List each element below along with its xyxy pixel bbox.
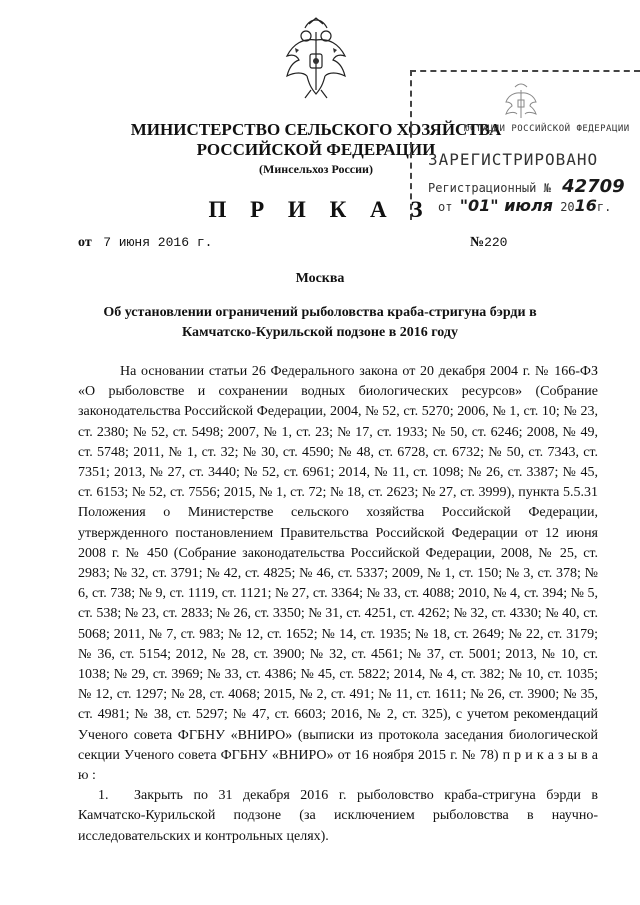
preamble-paragraph: На основании статьи 26 Федерального закона от 20 декабря 2004 г. № 166-ФЗ «О рыболовстве и сохранении водных биологических ресурсов» (Собрание законодательства Российской Федерации, 2004, № 52, ст. 5270; 2006, № 1, ст. 10; № 23, ст. 2380; № 52, ст. 5498; 2007, № 1, ст. 23; № 17, ст. 1933; № 50, ст. 6246; 2008, № 49, ст. 5748; 2011, № 1, ст. 32; № 30, ст. 4590; № 48, ст. 6728, ст. 6732; № 50, ст. 7343, ст. 7351; 2013, № 27, ст. 3440; № 52, ст. 6961; 2014, № 11, ст. 1098; № 26, ст. 3387; № 45, ст. 6153; № 52, ст. 7556; 2015, № 1, ст. 72; № 18, ст. 2623; № 27, ст. 3999), пункта 5.5.31 Положения о Министерстве сельского хозяйства Российской Федерации, утвержденного постановлением Правительства Российской Федерации от 12 июня 2008 г. № 450 (Собрание законодательства Российской Федерации, 2008, № 25, ст. 2983; № 32, ст. 3791; № 42, ст. 4825; № 46, ст. 5337; 2009, № 1, ст. 150; № 3, ст. 378; № 6, ст. 738; № 9, ст. 1119, ст. 1121; № 27, ст. 3364; № 33, ст. 4088; 2010, № 4, ст. 394; № 5, ст. 538; № 23, ст. 2833; № 26, ст. 3350; № 31, ст. 4251, ст. 4262; № 32, ст. 4330; № 40, ст. 5068; 2011, № 7, ст. 983; № 12, ст. 1652; № 14, ст. 1935; № 18, ст. 2649; № 22, ст. 3179; № 36, ст. 5154; 2012, № 28, ст. 3900; № 32, ст. 4561; № 37, ст. 5001; 2013, № 10, ст. 1038; № 29, ст. 3969; № 33, ст. 4386; № 45, ст. 5822; 2014, № 4, ст. 382; № 10, ст. 1035; № 12, ст. 1297; № 28, ст. 4068; 2015, № 2, ст. 491; № 11, ст. 1611; № 26, ст. 3900; № 35, ст. 4981; № 38, ст. 5297; № 47, ст. 6603; 2016, № 2, ст. 325), с учетом рекомендаций Ученого совета ФГБНУ «ВНИРО» (выписки из протокола заседания биологической секции Ученого совета ФГБНУ «ВНИРО» от 16 ноября 2015 г. № 78) п р и к а з ы в а ю : xyxy=(78,364,598,784)
stamp-registration-number xyxy=(428,176,625,197)
order-title xyxy=(100,303,540,343)
registration-stamp xyxy=(410,70,640,220)
ministry-short-name: (Минсельхоз России) xyxy=(259,162,373,176)
order-date xyxy=(78,235,212,251)
stamp-year-suffix: г. xyxy=(596,200,612,214)
stamp-registered-label: ЗАРЕГИСТРИРОВАНО xyxy=(428,150,599,169)
stamp-emblem-icon xyxy=(504,80,538,122)
order-body xyxy=(78,362,598,847)
stamp-ministry-line: ЮСТИЦИИ РОССИЙСКОЙ ФЕДЕРАЦИИ xyxy=(464,124,630,134)
order-number xyxy=(470,235,507,251)
stamp-year-prefix: 20 xyxy=(560,200,575,214)
stamp-reg-no-value: 42709 xyxy=(562,176,625,197)
order-number-value: 220 xyxy=(484,235,508,250)
order-title-line1: Об установлении ограничений рыболовства краба-стригуна бэрди в xyxy=(103,305,537,320)
city-name: Москва xyxy=(295,271,345,286)
stamp-registration-date xyxy=(438,196,611,215)
stamp-date-prefix: от xyxy=(438,200,453,214)
stamp-date-value: "01" июля xyxy=(459,196,553,215)
stamp-year-value: 16 xyxy=(574,196,597,215)
coat-of-arms-emblem xyxy=(283,14,349,102)
order-item-1 xyxy=(78,786,598,847)
order-date-prefix: от xyxy=(78,235,92,250)
order-item-1-text: Закрыть по 31 декабря 2016 г. рыболовство краба-стригуна бэрди в Камчатско-Курильской подзоне (за исключением рыболовства в научно-исследовательских и контрольных целях). xyxy=(78,788,598,844)
stamp-reg-no-label: Регистрационный № xyxy=(428,181,551,195)
document-type-title: П Р И К А З xyxy=(208,197,432,222)
order-date-value: 7 июня 2016 г. xyxy=(103,235,213,250)
ministry-name-line1: МИНИСТЕРСТВО СЕЛЬСКОГО ХОЗЯЙСТВА xyxy=(130,120,502,139)
order-item-1-number: 1. xyxy=(98,788,109,804)
order-title-line2: Камчатско-Курильской подзоне в 2016 году xyxy=(182,325,458,340)
order-number-sign: № xyxy=(470,235,485,250)
ministry-name-line2: РОССИЙСКОЙ ФЕДЕРАЦИИ xyxy=(196,140,436,159)
